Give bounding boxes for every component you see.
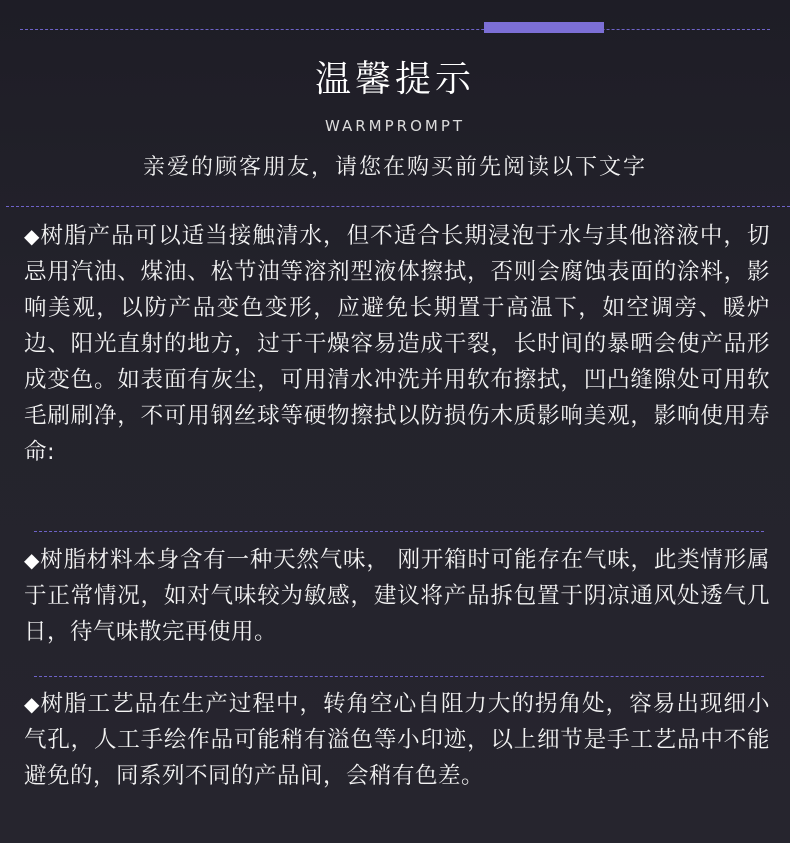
page-subtitle: WARMPROMPT	[324, 117, 466, 135]
page-title: 温馨提示	[314, 59, 475, 100]
divider-1	[6, 206, 790, 207]
divider-3	[34, 676, 764, 677]
diamond-bullet-icon: ◆	[24, 692, 40, 716]
top-dashed-line	[20, 29, 770, 30]
paragraph-text: 树脂产品可以适当接触清水，但不适合长期浸泡于水与其他溶液中，切忌用汽油、煤油、松节油等溶剂型液体擦拭，否则会腐蚀表面的涂料，影响美观，以防产品变色变形，应避免长期置于高温下，如空调旁、暖炉边、阳光直射的地方，过于干燥容易造成干裂，长时间的暴晒会使产品形成变色。如表面有灰尘，可用清水冲洗并用软布擦拭，凹凸缝隙处可用软毛刷刷净，不可用钢丝球等硬物擦拭以防损伤木质影响美观，影响使用寿命:	[24, 223, 770, 465]
notice-paragraph-2	[24, 542, 770, 650]
notice-paragraph-3	[24, 686, 770, 794]
diamond-bullet-icon: ◆	[24, 548, 40, 572]
intro-text: 亲爱的顾客朋友，请您在购买前先阅读以下文字	[142, 155, 647, 180]
diamond-bullet-icon: ◆	[24, 224, 40, 248]
paragraph-text: 树脂材料本身含有一种天然气味， 刚开箱时可能存在气味，此类情形属于正常情况，如对气味较为敏感，建议将产品拆包置于阴凉通风处透气几日，待气味散完再使用。	[24, 547, 770, 645]
notice-paragraph-1	[24, 218, 770, 470]
divider-2	[34, 531, 764, 532]
accent-bar	[484, 22, 604, 33]
paragraph-text: 树脂工艺品在生产过程中，转角空心自阻力大的拐角处，容易出现细小气孔，人工手绘作品可能稍有溢色等小印迹，以上细节是手工艺品中不能避免的，同系列不同的产品间，会稍有色差。	[24, 691, 770, 789]
